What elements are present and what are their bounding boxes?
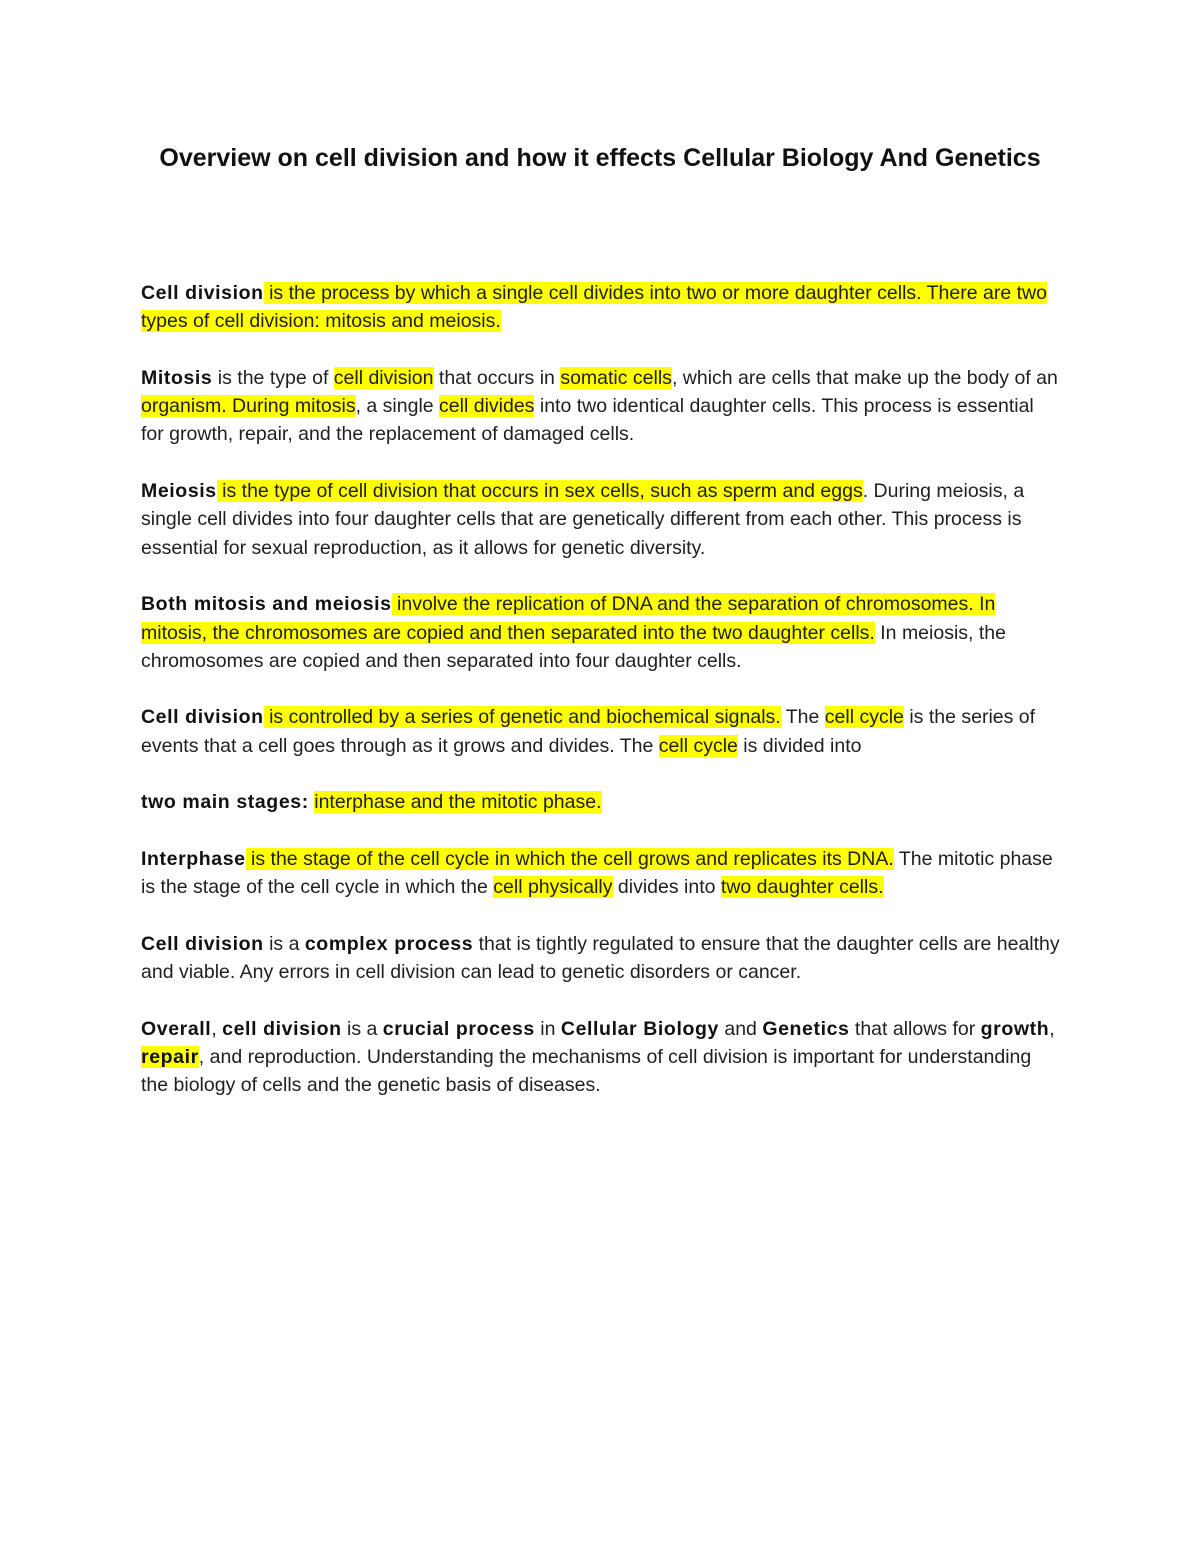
document-body [141, 279, 1061, 1128]
text-run: is divided into [737, 734, 862, 757]
highlighted-text: organism. During mitosis [141, 395, 356, 418]
document-title: Overview on cell division and how it effects Cellular Biology And Genetics [159, 144, 1041, 172]
text-run: and [718, 1017, 763, 1040]
bold-term: Cell division [141, 932, 264, 955]
paragraph [141, 590, 1061, 675]
highlighted-text: cell cycle [658, 734, 738, 757]
bold-term: Cell division [141, 706, 264, 729]
highlighted-text: two daughter cells. [720, 876, 884, 899]
bold-term: crucial process [382, 1017, 535, 1040]
text-run: , a single [355, 395, 440, 418]
highlighted-text: cell divides [439, 395, 535, 418]
text-run: into two identical daughter cells. This process is essential for growth, repair, and the replacement of damaged cells. [141, 395, 1034, 446]
text-run: The [780, 706, 825, 729]
text-run: . During meiosis, a single cell divides into four daughter cells that are genetically different from each other. This process is essential for sexual reproduction, as it allows for genetic diversity. [141, 480, 1025, 559]
bold-term: two main stages: [141, 791, 309, 814]
bold-term: Cellular Biology [560, 1017, 719, 1040]
highlighted-text: cell physically [493, 876, 613, 899]
highlighted-text: cell cycle [824, 706, 904, 729]
bold-term: Genetics [762, 1017, 850, 1040]
bold-term: Cell division [141, 282, 264, 304]
bold-term: Interphase [141, 847, 246, 870]
text-run: that is tightly regulated to ensure that the daughter cells are healthy and viable. Any errors in cell division can lead to genetic disorders or cancer. [141, 932, 1060, 984]
paragraph [141, 930, 1061, 987]
paragraph [141, 788, 1061, 816]
paragraph [141, 845, 1061, 902]
paragraph [141, 279, 1061, 336]
highlighted-text: cell division [333, 366, 434, 389]
text-run: , [1049, 1017, 1055, 1040]
bold-term: Both mitosis and meiosis [141, 593, 392, 616]
bold-highlighted-text: repair [141, 1046, 199, 1069]
bold-term: Mitosis [141, 366, 213, 389]
highlighted-text: is the process by which a single cell divides into two or more daughter cells. There are two types of cell division: mitosis and meiosis. [141, 282, 1047, 333]
text-run: , which are cells that make up the body of an [671, 366, 1058, 389]
text-run: is a [263, 932, 305, 955]
bold-term: growth [980, 1017, 1050, 1040]
text-run: is the series of events that a cell goes through as it grows and divides. The [141, 706, 1036, 757]
bold-term: Overall [141, 1017, 212, 1040]
paragraph [141, 1015, 1061, 1100]
paragraph [141, 477, 1061, 562]
bold-term: Meiosis [141, 480, 217, 503]
highlighted-text: is the type of cell division that occurs in sex cells, such as sperm and eggs [216, 480, 863, 503]
text-run: The mitotic phase is the stage of the cell cycle in which the [141, 847, 1053, 899]
highlighted-text: is the stage of the cell cycle in which the cell grows and replicates its DNA. [245, 847, 894, 870]
highlighted-text: involve the replication of DNA and the separation of chromosomes. In mitosis, the chromosomes are copied and then separated into the two daughter cells. [141, 593, 996, 644]
highlighted-text: somatic cells [560, 366, 672, 389]
text-run: , and reproduction. Understanding the mechanisms of cell division is important for understanding the biology of cells and the genetic basis of diseases. [141, 1046, 1032, 1097]
text-run: is the type of [212, 366, 334, 389]
bold-term: complex process [304, 932, 474, 955]
text-run: that occurs in [433, 366, 561, 389]
text-run: In meiosis, the chromosomes are copied and then separated into four daughter cells. [141, 621, 1006, 672]
highlighted-text: is controlled by a series of genetic and biochemical signals. [263, 706, 781, 729]
highlighted-text: interphase and the mitotic phase. [314, 791, 602, 814]
text-run: divides into [612, 876, 721, 899]
bold-term: cell division [222, 1017, 342, 1040]
text-run: that allows for [849, 1017, 981, 1040]
text-run: in [534, 1017, 561, 1040]
paragraph [141, 364, 1061, 449]
paragraph [141, 703, 1061, 760]
text-run: is a [341, 1017, 383, 1040]
text-run: , [211, 1017, 223, 1040]
